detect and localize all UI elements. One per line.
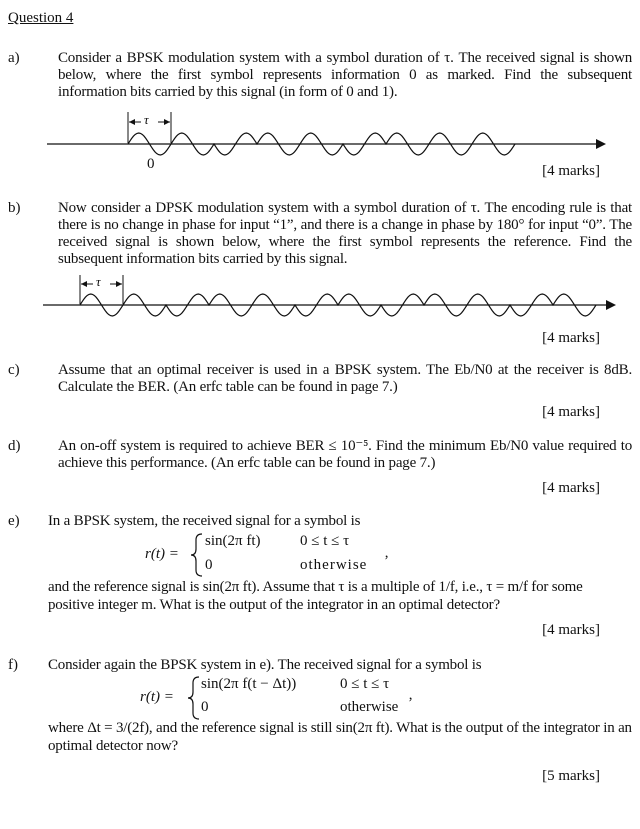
part-d-text: An on-off system is required to achieve BER ≤ 10⁻⁵. Find the minimum Eb/N0 value required to achieve this performance. (An erfc table can be found in page 7.) (58, 438, 632, 471)
part-f-case1: sin(2π f(t − Δt)) (201, 676, 297, 692)
part-f-lhs: r(t) = (140, 689, 174, 705)
part-f-cond1: 0 ≤ t ≤ τ (340, 676, 390, 692)
part-e-marks: [4 marks] (542, 622, 600, 638)
part-e-intro: In a BPSK system, the received signal for a symbol is (48, 513, 361, 529)
part-f-brace (188, 677, 199, 719)
part-f-marks: [5 marks] (542, 768, 600, 784)
part-e-label: e) (8, 513, 20, 529)
waveform-a (47, 112, 606, 155)
part-c-label: c) (8, 362, 20, 378)
part-e-lhs: r(t) = (145, 546, 179, 562)
part-e-text: and the reference signal is sin(2π ft). Assume that τ is a multiple of 1/f, i.e., τ = m/f for some positive integer m. What is the output of the integrator in an optimal detector? (48, 579, 583, 613)
part-c-marks: [4 marks] (542, 404, 600, 420)
part-f-cond2: otherwise (340, 699, 399, 715)
first-bit-label: 0 (147, 156, 155, 172)
tau-label-b: τ (96, 274, 101, 289)
part-a-label: a) (8, 50, 20, 66)
part-e-cond2: otherwise (300, 557, 368, 573)
tau-label-a: τ (144, 112, 149, 127)
part-c-text: Assume that an optimal receiver is used in a BPSK system. The Eb/N0 at the receiver is 8dB. Calculate the BER. (An erfc table can be found in page 7.) (58, 362, 632, 395)
question-title: Question 4 (8, 10, 74, 26)
part-e-case2: 0 (205, 557, 213, 573)
part-b-marks: [4 marks] (542, 330, 600, 346)
part-f-intro: Consider again the BPSK system in e). The received signal for a symbol is (48, 657, 482, 673)
part-f-text: where Δt = 3/(2f), and the reference signal is still sin(2π ft). What is the output of the integrator in an optimal detector now? (48, 720, 632, 754)
part-d-label: d) (8, 438, 21, 454)
part-f-comma: ’ (408, 695, 413, 711)
part-f-case2: 0 (201, 699, 209, 715)
waveform-b (43, 275, 616, 316)
part-b-label: b) (8, 200, 21, 216)
part-a-text: Consider a BPSK modulation system with a symbol duration of τ. The received signal is shown below, where the first symbol represents information 0 as marked. Find the subsequent information bits carried by this signal (in form of 0 and 1). (58, 50, 632, 100)
part-e-case1: sin(2π ft) (205, 533, 261, 549)
part-a-marks: [4 marks] (542, 163, 600, 179)
part-e-brace (191, 534, 202, 576)
part-b-text: Now consider a DPSK modulation system with a symbol duration of τ. The encoding rule is that there is no change in phase for input “1”, and there is a change in phase by 180° for input “0”. The received signal is shown below, where the first symbol represents the reference. Find the subsequent information bits carried by this signal. (58, 200, 632, 267)
part-e-comma: ’ (384, 553, 389, 569)
part-e-cond1: 0 ≤ t ≤ τ (300, 533, 350, 549)
part-f-label: f) (8, 657, 18, 673)
part-d-marks: [4 marks] (542, 480, 600, 496)
